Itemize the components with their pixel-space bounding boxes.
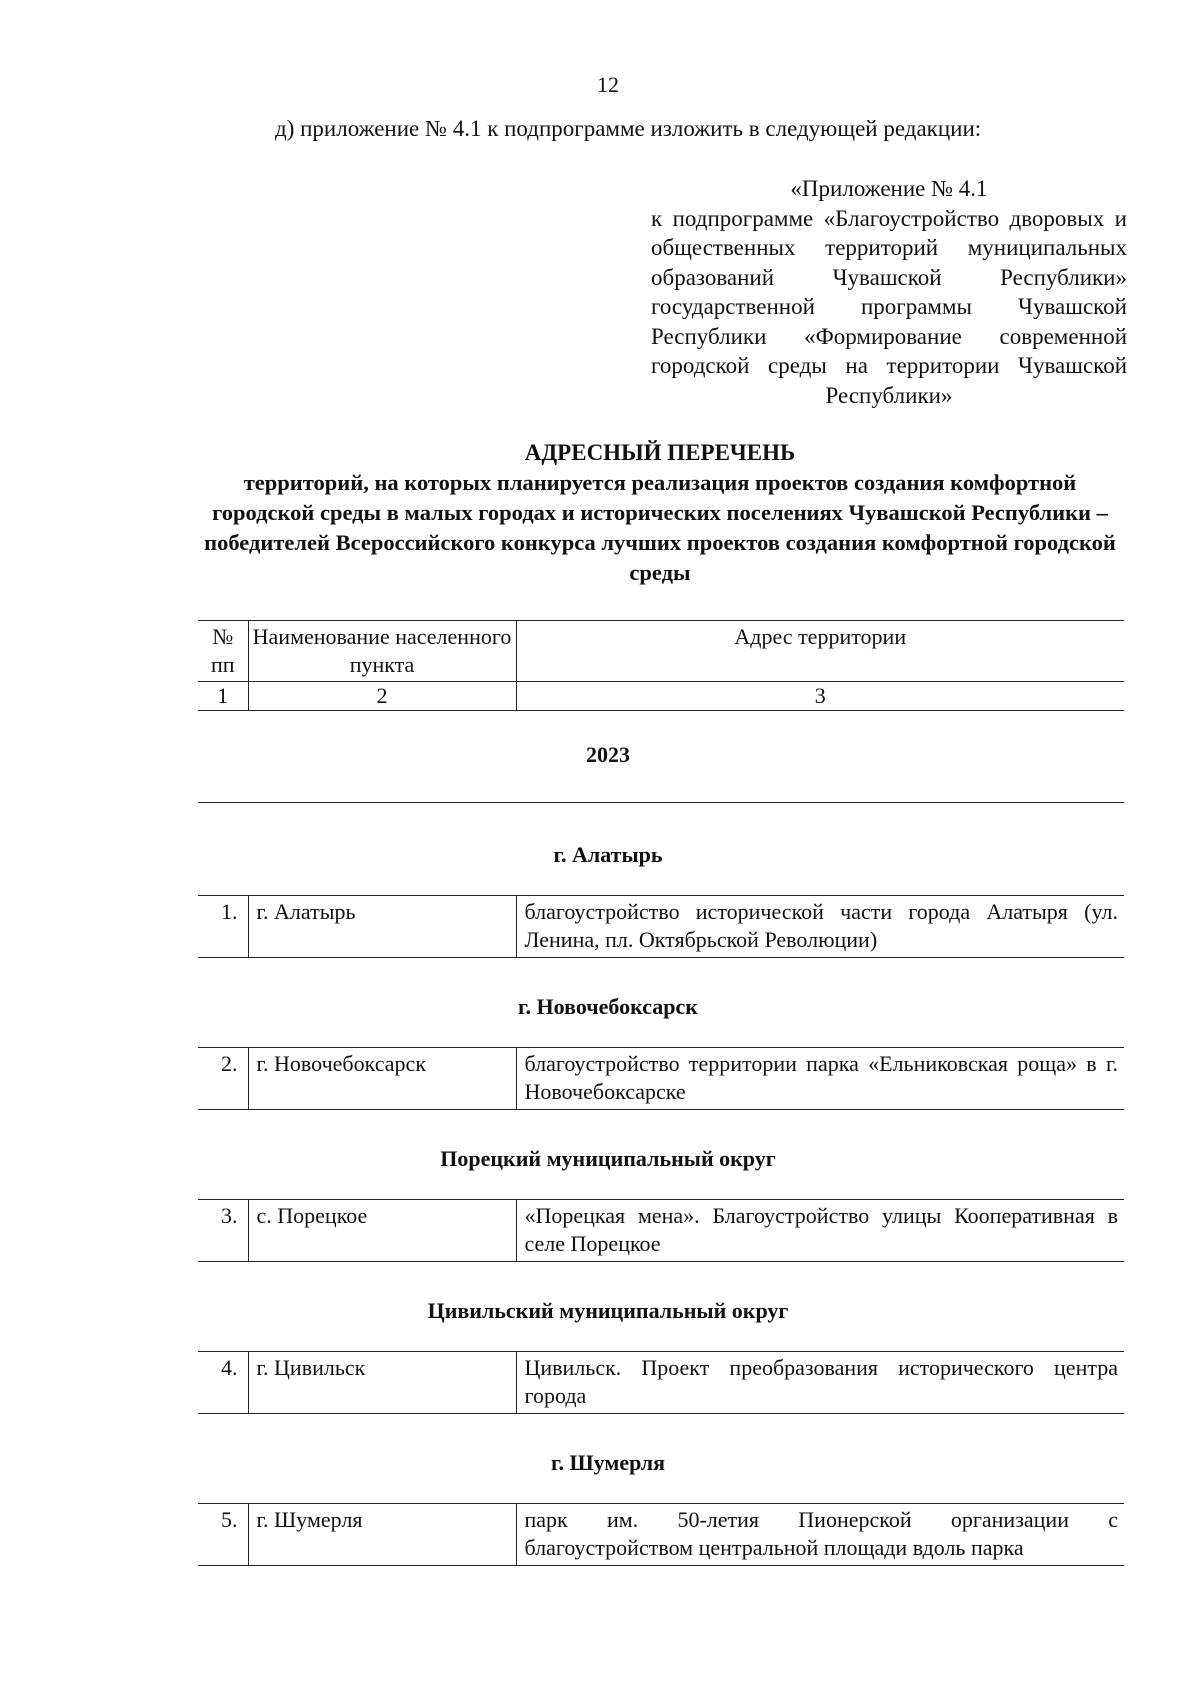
row-settlement: с. Порецкое — [248, 1200, 516, 1262]
row-address: благоустройство территории парка «Ельниковская роща» в г. Новочебоксарске — [516, 1048, 1124, 1110]
row-settlement: г. Цивильск — [248, 1352, 516, 1414]
table-row — [198, 896, 1124, 958]
header-cell-settlement: Наименование населенного пункта — [248, 621, 516, 682]
table-row — [198, 1352, 1124, 1414]
appendix-body: к подпрограмме «Благоустройство дворовых и общественных территорий муниципальных образований Чувашской Республики» государственной программы Чувашской Республики «Формирование современной городской среды на территории Чувашской Республики» — [651, 205, 1127, 408]
header-cell-number: № пп — [198, 621, 248, 682]
column-number-row — [198, 682, 1124, 711]
document-title-block — [190, 438, 1130, 588]
section-heading: Порецкий муниципальный округ — [440, 1146, 776, 1171]
section-heading: г. Алатырь — [553, 842, 663, 867]
row-settlement: г. Шумерля — [248, 1504, 516, 1566]
column-number: 2 — [248, 682, 516, 711]
document-title: АДРЕСНЫЙ ПЕРЕЧЕНЬ — [524, 440, 796, 465]
page-number: 12 — [597, 72, 619, 97]
header-table — [198, 620, 1124, 711]
appendix-title: «Приложение № 4.1 — [790, 176, 988, 201]
table-row — [198, 1048, 1124, 1110]
section-heading: г. Шумерля — [550, 1450, 666, 1475]
intro-paragraph: д) приложение № 4.1 к подпрограмме изложить в следующей редакции: — [275, 116, 982, 141]
row-address: Цивильск. Проект преобразования исторического центра города — [516, 1352, 1124, 1414]
territory-table — [198, 895, 1124, 958]
row-address: благоустройство исторической части города Алатыря (ул. Ленина, пл. Октябрьской Революции) — [516, 896, 1124, 958]
document-subtitle: территорий, на которых планируется реализация проектов создания комфортной городской среды в малых городах и исторических поселениях Чувашской Республики – победителей Всероссийского конкурса лучших проектов создания комфортной городской среды — [204, 470, 1116, 585]
territory-table — [198, 1351, 1124, 1414]
row-address: «Порецкая мена». Благоустройство улицы Кооперативная в селе Порецкое — [516, 1200, 1124, 1262]
column-number: 1 — [198, 682, 248, 711]
header-row — [198, 621, 1124, 682]
row-number: 3. — [198, 1200, 248, 1262]
year-heading: 2023 — [586, 742, 630, 767]
section-heading: Цивильский муниципальный округ — [427, 1298, 789, 1323]
territory-table — [198, 1047, 1124, 1110]
row-settlement: г. Новочебоксарск — [248, 1048, 516, 1110]
column-number: 3 — [516, 682, 1124, 711]
row-settlement: г. Алатырь — [248, 896, 516, 958]
divider — [198, 802, 1124, 803]
row-number: 2. — [198, 1048, 248, 1110]
header-cell-address: Адрес территории — [516, 621, 1124, 682]
territory-table — [198, 1199, 1124, 1262]
appendix-reference — [651, 174, 1127, 410]
table-row — [198, 1504, 1124, 1566]
territory-table — [198, 1503, 1124, 1566]
section-heading: г. Новочебоксарск — [518, 994, 698, 1019]
row-address: парк им. 50-летия Пионерской организации с благоустройством центральной площади вдоль парка — [516, 1504, 1124, 1566]
table-row — [198, 1200, 1124, 1262]
row-number: 4. — [198, 1352, 248, 1414]
row-number: 1. — [198, 896, 248, 958]
row-number: 5. — [198, 1504, 248, 1566]
